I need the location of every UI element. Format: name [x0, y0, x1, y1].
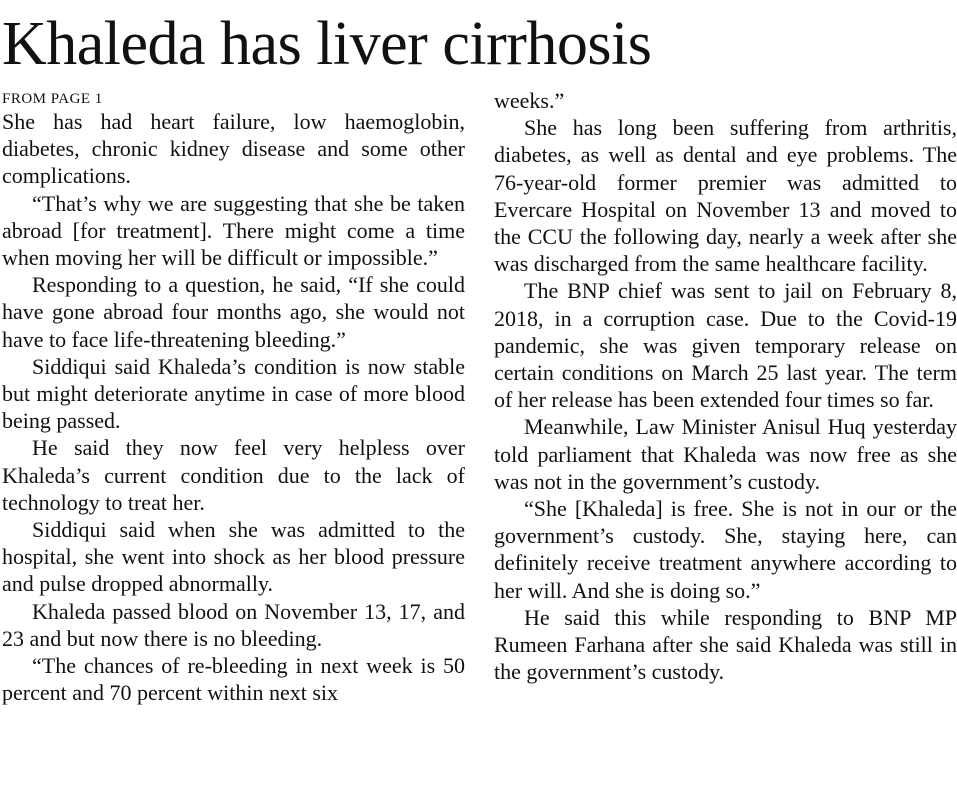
paragraph: The BNP chief was sent to jail on February 8, 2018, in a corruption case. Due to the Covid-19 pandemic, she was given temporary release on certain conditions on March 25 last year. The term of her release has been extended four times so far. — [494, 278, 957, 413]
paragraph: “The chances of re-bleeding in next week is 50 percent and 70 percent within next six — [2, 653, 465, 706]
left-column — [2, 91, 465, 706]
right-column — [494, 87, 957, 685]
paragraph: He said they now feel very helpless over Khaleda’s current condition due to the lack of technology to treat her. — [2, 435, 465, 515]
paragraph: He said this while responding to BNP MP Rumeen Farhana after she said Khaleda was still in the government’s custody. — [494, 604, 957, 685]
paragraph: She has had heart failure, low haemoglobin, diabetes, chronic kidney disease and some other complications. — [2, 109, 465, 189]
paragraph: She has long been suffering from arthritis, diabetes, as well as dental and eye problems. The 76-year-old former premier was admitted to Evercare Hospital on November 13 and moved to the CCU the following day, nearly a week after she was discharged from the same healthcare facility. — [494, 115, 957, 277]
continuation-kicker: FROM PAGE 1 — [2, 91, 103, 107]
paragraph: Responding to a question, he said, “If she could have gone abroad four months ago, she would not have to face life-threatening bleeding.” — [2, 272, 465, 352]
paragraph: weeks.” — [494, 88, 565, 113]
article-headline: Khaleda has liver cirrhosis — [2, 10, 652, 78]
paragraph: “She [Khaleda] is free. She is not in our or the government’s custody. She, staying here, can definitely receive treatment anywhere according to her will. And she is doing so.” — [494, 496, 957, 603]
paragraph: Siddiqui said Khaleda’s condition is now stable but might deteriorate anytime in case of more blood being passed. — [2, 353, 465, 434]
paragraph: Siddiqui said when she was admitted to the hospital, she went into shock as her blood pressure and pulse dropped abnormally. — [2, 517, 465, 597]
paragraph: “That’s why we are suggesting that she be taken abroad [for treatment]. There might come a time when moving her will be difficult or impossible.” — [2, 190, 465, 271]
paragraph: Khaleda passed blood on November 13, 17, and 23 and but now there is no bleeding. — [2, 598, 465, 651]
paragraph: Meanwhile, Law Minister Anisul Huq yesterday told parliament that Khaleda was now free as she was not in the government’s custody. — [494, 414, 957, 494]
